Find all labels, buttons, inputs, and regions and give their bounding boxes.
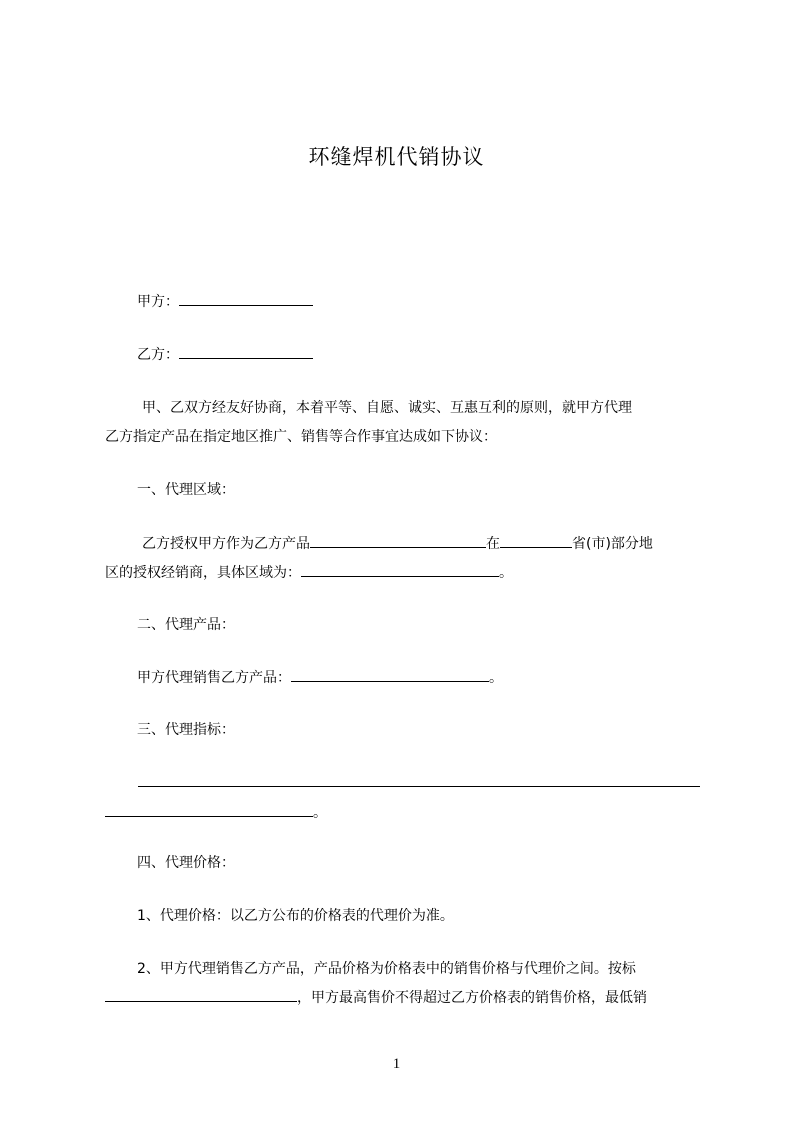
intro-line-1: 甲、乙双方经友好协商，本着平等、自愿、诚实、互惠互利的原则，就甲方代理 (142, 400, 632, 416)
target-blank-line-1 (138, 772, 700, 793)
price-item-2-line-2: ，甲方最高售价不得超过乙方价格表的销售价格，最低销 (105, 987, 647, 1008)
product-blank (310, 533, 486, 548)
intro-line-2: 乙方指定产品在指定地区推广、销售等合作事宜达成如下协议： (105, 429, 497, 445)
section-4-heading: 四、代理价格： (137, 855, 235, 871)
party-b-label: 乙方： (137, 347, 179, 363)
region-blank (301, 562, 499, 577)
section-2-heading: 二、代理产品： (137, 617, 235, 633)
party-a-label: 甲方： (137, 294, 179, 310)
target-blank-2 (105, 802, 313, 817)
page-number: 1 (392, 1056, 401, 1072)
party-b-blank (179, 344, 313, 359)
section-1-line-2: 区的授权经销商，具体区域为： 。 (105, 562, 513, 583)
section-1-line-1: 乙方授权甲方作为乙方产品 在 省(市)部分地 (142, 533, 653, 554)
target-blank-line-2: 。 (105, 802, 327, 823)
section-3-heading: 三、代理指标： (137, 722, 235, 738)
target-blank-1 (138, 772, 700, 787)
standard-blank (105, 987, 297, 1002)
section-2-line: 甲方代理销售乙方产品： 。 (137, 667, 503, 688)
product-name-blank (291, 667, 489, 682)
price-item-2-line-1: 2、甲方代理销售乙方产品，产品价格为价格表中的销售价格与代理价之间。按标 (137, 961, 636, 977)
section-1-heading: 一、代理区域： (137, 482, 235, 498)
document-title: 环缝焊机代销协议 (308, 145, 485, 169)
price-item-1: 1、代理价格：以乙方公布的价格表的代理价为准。 (137, 908, 454, 924)
party-b-line (137, 344, 313, 365)
party-a-line (137, 291, 313, 312)
party-a-blank (179, 291, 313, 306)
province-blank (500, 533, 572, 548)
